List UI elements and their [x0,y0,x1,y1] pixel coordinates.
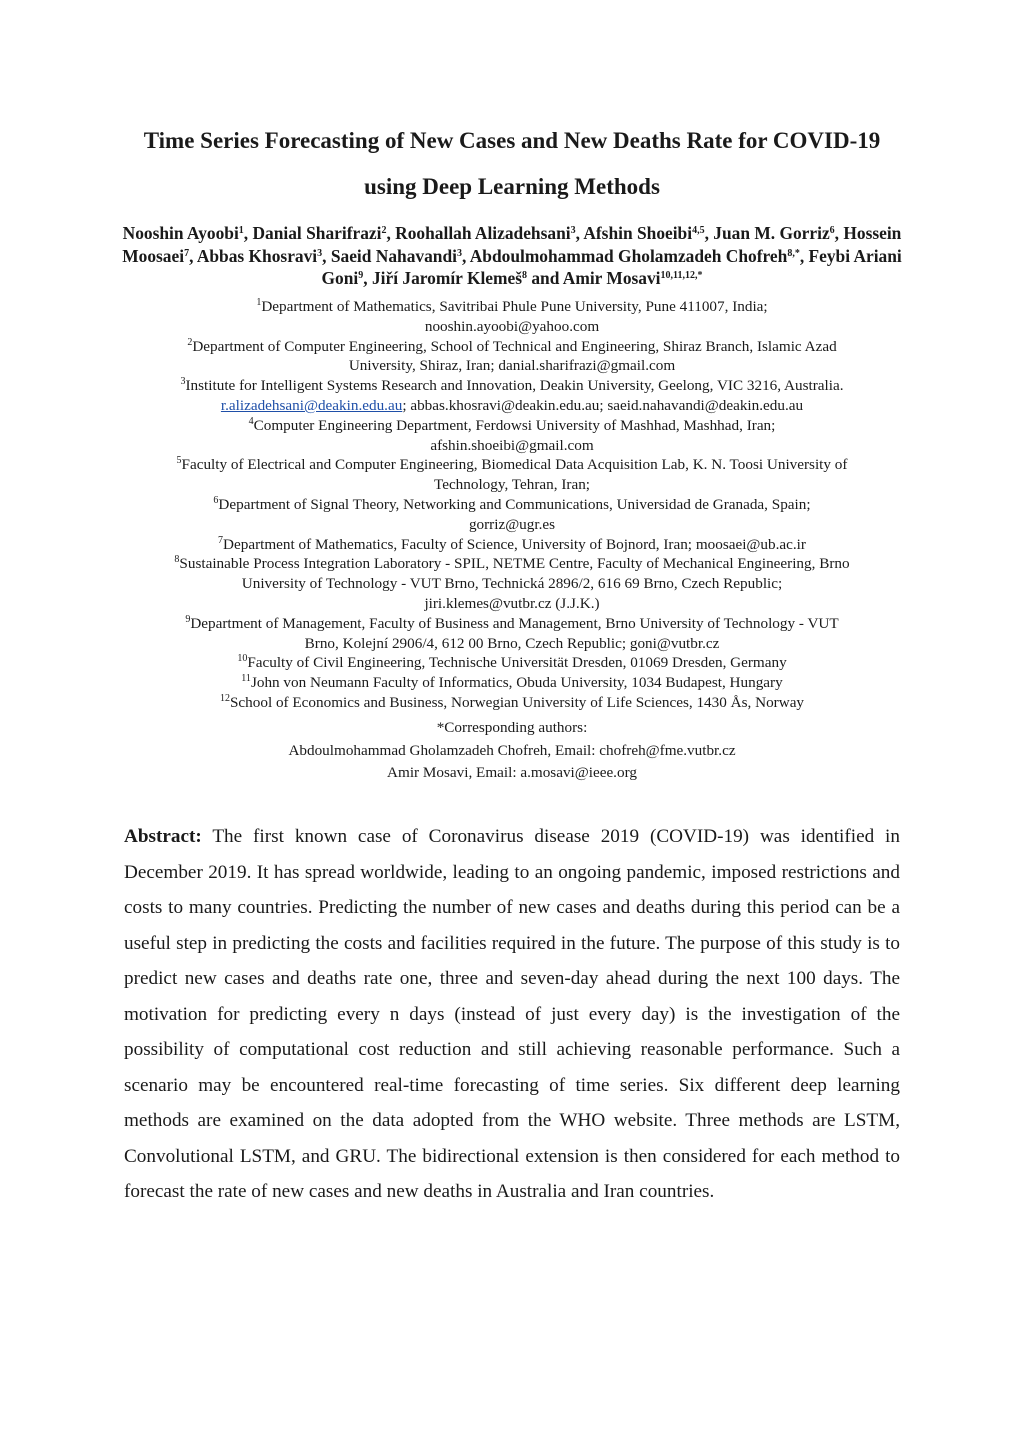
affiliation-text: Department of Mathematics, Savitribai Phule Pune University, Pune 411007, India; [261,298,768,315]
corresponding-authors [112,717,912,785]
author-separator: , [189,245,197,266]
affiliation-text: jiri.klemes@vutbr.cz (J.J.K.) [424,594,600,612]
affiliation-number: 9 [185,613,191,625]
affiliation-line [112,495,912,515]
author-separator: , [243,223,253,243]
author-separator: , [461,245,470,266]
affiliation-line [112,673,912,693]
author-affiliation-marker: 1 [238,225,244,236]
author-affiliation-marker: 8 [522,270,527,281]
author-name: Abdoulmohammad Gholamzadeh Chofreh [469,245,788,266]
author-name: Juan M. Gorriz [713,223,830,243]
author-affiliation-marker: 9 [358,270,364,281]
affiliation-number: 7 [218,534,224,546]
affiliation-line [112,317,912,337]
title-line-2: using Deep Learning Methods [364,174,660,199]
affiliation-item [112,693,912,713]
author-name: Danial Sharifrazi [252,223,382,243]
affiliation-line [112,614,912,634]
affiliation-line [112,297,912,317]
affiliation-line [112,634,912,654]
affiliation-line [112,535,912,555]
author-separator: , [386,223,396,243]
paper-title [100,118,924,210]
affiliation-text: Department of Computer Engineering, School of Technical and Engineering, Shiraz Branch, Islamic Azad [192,337,837,355]
author-affiliation-marker: 2 [381,225,387,236]
title-line-1: Time Series Forecasting of New Cases and New Deaths Rate for COVID-19 [143,128,881,153]
affiliation-item [112,653,912,673]
author-affiliation-marker: 8,* [787,247,800,259]
affiliation-number: 2 [187,336,193,348]
affiliation-text: Brno, Kolejní 2906/4, 612 00 Brno, Czech Republic; goni@vutbr.cz [304,634,720,652]
affiliation-item [112,673,912,693]
author-name: Amir Mosavi [562,268,661,288]
affiliation-text: nooshin.ayoobi@yahoo.com [424,317,600,335]
affiliation-item [112,554,912,613]
author-name: Jiří Jaromír Klemeš [371,268,522,288]
affiliation-line [112,436,912,456]
affiliation-item [112,416,912,456]
affiliation-text: Faculty of Electrical and Computer Engineering, Biomedical Data Acquisition Lab, K. N. Toosi University of [181,456,848,474]
affiliation-line [112,693,912,713]
affiliation-text: Sustainable Process Integration Laboratory - SPIL, NETME Centre, Faculty of Mechanical Engineering, Brno [179,555,850,573]
affiliation-item [112,297,912,337]
abstract-label: Abstract: [124,826,202,847]
affiliation-text: Faculty of Civil Engineering, Technische Universität Dresden, 01069 Dresden, Germany [247,654,787,672]
affiliation-line [112,396,912,416]
affiliation-text: University, Shiraz, Iran; danial.sharifrazi@gmail.com [348,357,676,375]
affiliation-text: afshin.shoeibi@gmail.com [430,436,594,454]
email-link[interactable]: r.alizadehsani@deakin.edu.au [220,396,403,414]
author-affiliation-marker: 4,5 [692,225,705,236]
corresponding-author-1: Abdoulmohammad Gholamzadeh Chofreh, Email: chofreh@fme.vutbr.cz [288,741,736,759]
author-separator: , [834,223,844,243]
author-affiliation-marker: 7 [184,247,190,259]
affiliation-number: 6 [213,494,219,506]
affiliation-text: Institute for Intelligent Systems Research and Innovation, Deakin University, Geelong, VIC 3216, Australia. [185,377,844,395]
affiliation-number: 5 [176,455,182,467]
author-name: Feybi Ariani Goni [321,245,902,288]
affiliation-line [112,574,912,594]
affiliation-number: 1 [256,297,262,308]
affiliation-text: ; abbas.khosravi@deakin.edu.au; saeid.nahavandi@deakin.edu.au [402,396,804,414]
author-name: Afshin Shoeibi [583,223,693,243]
affiliation-number: 4 [248,415,254,427]
author-name: Hossein Moosaei [122,223,902,266]
author-separator: , [575,223,584,243]
affiliation-text: Computer Engineering Department, Ferdowsi University of Mashhad, Mashhad, Iran; [253,416,776,434]
affiliation-line [112,554,912,574]
affiliation-text: Department of Mathematics, Faculty of Science, University of Bojnord, Iran; moosaei@ub.ac.ir [223,535,806,553]
affiliation-item [112,337,912,377]
abstract-text: The first known case of Coronavirus disease 2019 (COVID-19) was identified in December 2019. It has spread worldwide, leading to an ongoing pandemic, imposed restrictions and costs to many countries. Predicting the number of new cases and deaths during this period can be a useful step in predicting the costs and facilities required in the future. The purpose of this study is to predict new cases and deaths rate one, three and seven-day ahead during the next 100 days. The motivation for predicting every n days (instead of just every day) is the investigation of the possibility of computational cost reduction and still achieving reasonable performance. Such a scenario may be encountered real-time forecasting of time series. Six different deep learning methods are examined on the data adopted from the WHO website. Three methods are LSTM, Convolutional LSTM, and GRU. The bidirectional extension is then considered for each method to forecast the rate of new cases and new deaths in Australia and Iran countries. [124,826,900,1202]
author-separator: , [799,245,809,266]
corresponding-author-2: Amir Mosavi, Email: a.mosavi@ieee.org [387,764,637,781]
author-name: Abbas Khosravi [196,245,318,266]
affiliation-line [112,376,912,396]
author-separator: , [363,268,372,288]
author-list [112,222,912,290]
author-separator: , [704,223,714,243]
affiliation-number: 12 [219,692,230,704]
affiliation-line [112,416,912,436]
affiliation-number: 11 [241,673,251,685]
affiliation-line [112,653,912,673]
affiliation-text: John von Neumann Faculty of Informatics, Obuda University, 1034 Budapest, Hungary [250,674,783,692]
author-affiliation-marker: 3 [317,247,323,259]
affiliation-line [112,455,912,475]
abstract [124,819,900,1210]
author-affiliation-marker: 3 [570,225,576,236]
affiliation-line [112,337,912,357]
affiliation-number: 8 [174,554,180,566]
affiliation-text: Department of Management, Faculty of Business and Management, Brno University of Technology - VUT [190,614,839,632]
affiliation-item [112,376,912,416]
affiliation-text: Technology, Tehran, Iran; [433,476,591,494]
affiliation-number: 10 [237,653,248,665]
affiliation-text: Department of Signal Theory, Networking and Communications, Universidad de Granada, Spain; [218,495,811,513]
affiliation-line [112,594,912,614]
affiliation-list [112,297,912,713]
author-separator: and [527,268,563,288]
affiliation-item [112,495,912,535]
author-separator: , [322,245,331,266]
affiliation-text: University of Technology - VUT Brno, Technická 2896/2, 616 69 Brno, Czech Republic; [241,575,783,593]
affiliation-line [112,475,912,495]
author-name: Nooshin Ayoobi [122,223,239,243]
affiliation-item [112,614,912,654]
author-name: Roohallah Alizadehsani [395,223,571,243]
corresponding-heading: *Corresponding authors: [436,719,588,736]
affiliation-text: School of Economics and Business, Norwegian University of Life Sciences, 1430 Ås, Norway [229,693,805,711]
author-affiliation-marker: 6 [829,225,835,236]
affiliation-item [112,455,912,495]
affiliation-line [112,515,912,535]
affiliation-line [112,356,912,376]
author-affiliation-marker: 10,11,12,* [660,270,703,281]
affiliation-number: 3 [180,376,186,388]
author-name: Saeid Nahavandi [330,245,457,266]
author-affiliation-marker: 3 [456,247,462,259]
affiliation-item [112,535,912,555]
affiliation-text: gorriz@ugr.es [468,515,556,533]
